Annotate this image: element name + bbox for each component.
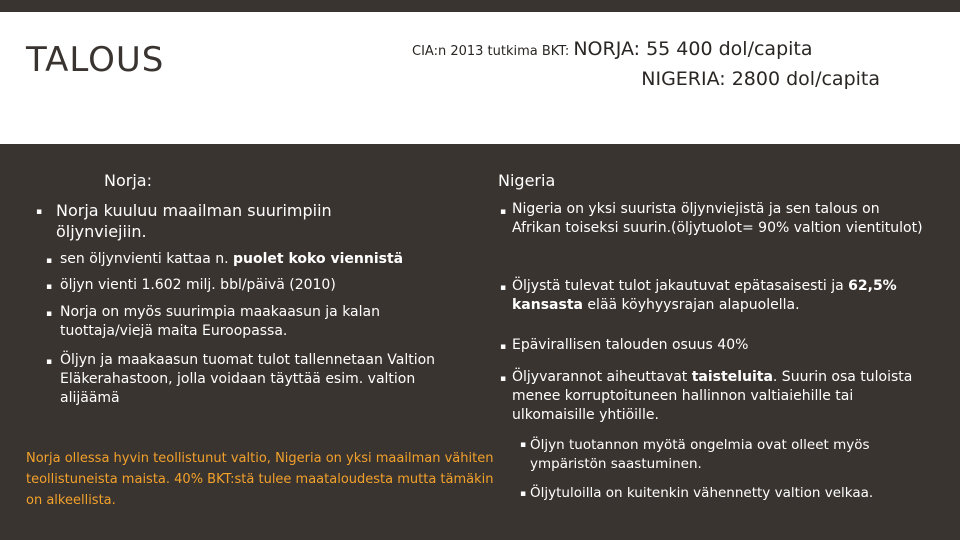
gdp-nigeria: NIGERIA: 2800 dol/capita: [641, 68, 880, 90]
nigeria-point-4: Öljyvarannot aiheuttavat taisteluita. Suurin osa tuloista menee korruptoituneen hallinnon valtiaiehille tai ulkomaisille yhtiöille.: [512, 369, 913, 423]
bullet-icon: ▪: [500, 374, 507, 384]
bullet-icon: ▪: [46, 309, 53, 319]
page-title: TALOUS: [26, 40, 165, 80]
norway-point-3: Norja on myös suurimpia maakaasun ja kalan tuottaja/viejä maita Euroopassa.: [60, 304, 380, 339]
bullet-icon: ▪: [46, 256, 53, 266]
bullet-icon: ▪: [500, 283, 507, 293]
nigeria-heading: Nigeria: [498, 171, 556, 190]
gdp-norway: NORJA: 55 400 dol/capita: [573, 38, 813, 60]
norway-point-1: sen öljynvienti kattaa n. puolet koko viennistä: [60, 251, 404, 267]
nigeria-subpoint-2: Öljytuloilla on kuitenkin vähennetty valtion velkaa.: [530, 485, 874, 501]
norway-point-2: öljyn vienti 1.602 milj. bbl/päivä (2010): [60, 277, 336, 293]
bullet-icon: ▪: [520, 489, 527, 499]
bullet-icon: ▪: [520, 440, 527, 450]
bullet-icon: ▪: [36, 207, 43, 217]
bullet-icon: ▪: [46, 282, 53, 292]
bullet-icon: ▪: [500, 342, 507, 352]
gdp-source: CIA:n 2013 tutkima BKT:: [412, 44, 574, 59]
nigeria-point-1: Nigeria on yksi suurista öljynviejistä ja sen talous on Afrikan toiseksi suurin.(öljytuolot= 90% valtion vientitulot): [512, 201, 923, 236]
bullet-icon: ▪: [500, 207, 507, 217]
nigeria-point-3: Epävirallisen talouden osuus 40%: [512, 337, 749, 353]
norway-main-point: Norja kuuluu maailman suurimpiin öljynviejiin.: [56, 201, 332, 241]
nigeria-point-2: Öljystä tulevat tulot jakautuvat epätasaisesti ja 62,5% kansasta elää köyhyysrajan alapuolella.: [512, 278, 897, 313]
norway-heading: Norja:: [104, 171, 152, 190]
gdp-line-norway: [412, 38, 813, 60]
nigeria-subpoint-1: Öljyn tuotannon myötä ongelmia ovat olleet myös ympäristön saastuminen.: [530, 437, 870, 472]
summary-text: Norja ollessa hyvin teollistunut valtio, Nigeria on yksi maailman vähiten teollistuneista maista. 40% BKT:stä tulee maataloudesta mutta tämäkin on alkeellista.: [26, 451, 494, 508]
norway-point-4: Öljyn ja maakaasun tuomat tulot tallennetaan Valtion Eläkerahastoon, jolla voidaan täyttää esim. valtion alijäämä: [60, 352, 436, 406]
bullet-icon: ▪: [46, 357, 53, 367]
content-area: [0, 144, 960, 540]
